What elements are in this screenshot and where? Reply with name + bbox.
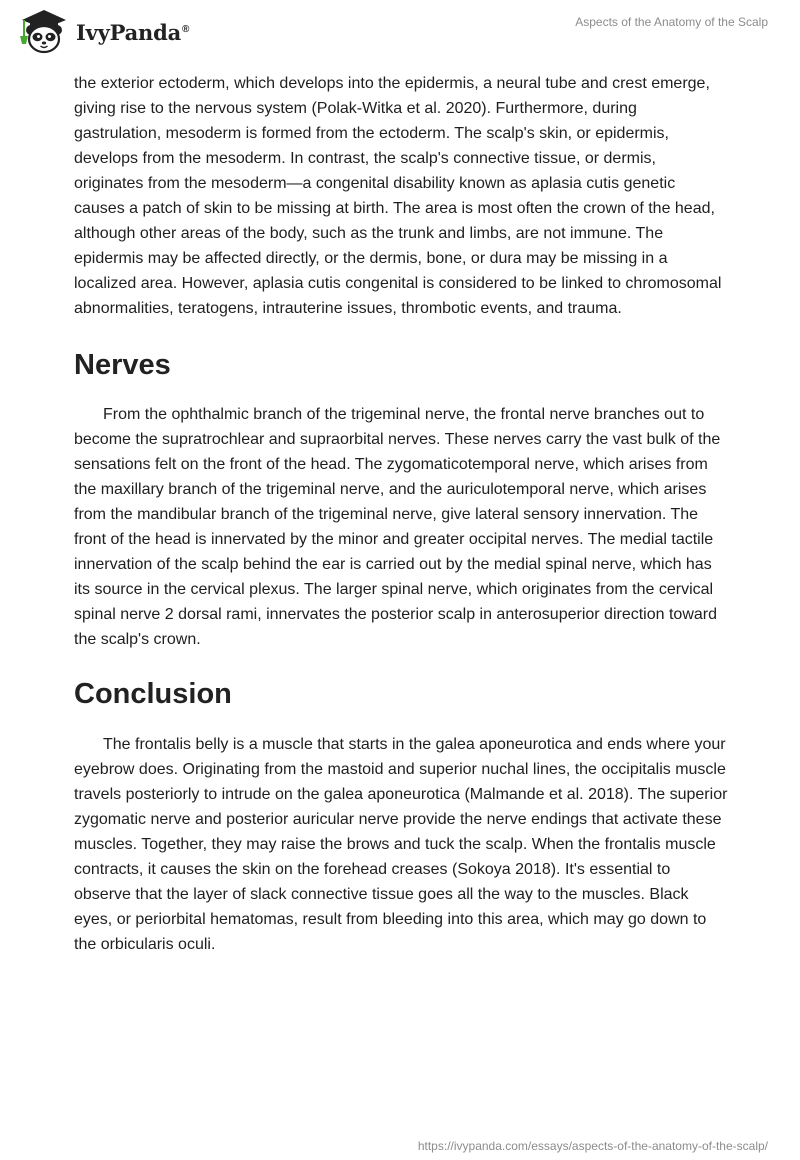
panda-graduate-icon (14, 6, 74, 56)
brand-logo[interactable] (14, 6, 189, 56)
nerves-paragraph: From the ophthalmic branch of the trigeminal nerve, the frontal nerve branches out to become the supratrochlear and supraorbital nerves. These nerves carry the vast bulk of the sensations felt on the front of the head. The zygomaticotemporal nerve, which arises from the maxillary branch of the trigeminal nerve, and the auriculotemporal nerve, which arises from the mandibular branch of the trigeminal nerve, give lateral sensory innervation. The front of the head is innervated by the minor and greater occipital nerves. The medial tactile innervation of the scalp behind the ear is carried out by the medial spinal nerve, which has its source in the cervical plexus. The larger spinal nerve, which originates from the cervical spinal nerve 2 dorsal rami, innervates the posterior scalp in anterosuperior direction toward the scalp's crown. (74, 406, 721, 648)
page-header (0, 0, 800, 60)
source-url[interactable]: https://ivypanda.com/essays/aspects-of-the-anatomy-of-the-scalp/ (417, 1139, 768, 1153)
section-heading-nerves: Nerves (74, 349, 171, 381)
running-title: Aspects of the Anatomy of the Scalp (575, 15, 768, 29)
section-heading-conclusion: Conclusion (74, 678, 232, 710)
conclusion-paragraph: The frontalis belly is a muscle that starts in the galea aponeurotica and ends where your eyebrow does. Originating from the mastoid and superior nuchal lines, the occipitalis muscle travels posteriorly to intrude on the galea aponeurotica (Malmande et al. 2018). The superior zygomatic nerve and posterior auricular nerve provide the nerve endings that activate these muscles. Together, they may raise the brows and tuck the scalp. When the frontalis muscle contracts, it causes the skin on the forehead creases (Sokoya 2018). It's essential to observe that the layer of slack connective tissue goes all the way to the muscles. Black eyes, or periorbital hematomas, result from bleeding into this area, which may go down to the orbicularis oculi. (74, 736, 728, 953)
brand-name: IvyPanda® (76, 19, 190, 45)
essay-content (74, 71, 728, 957)
registered-mark: ® (182, 23, 190, 35)
intro-paragraph: the exterior ectoderm, which develops into the epidermis, a neural tube and crest emerge, giving rise to the nervous system (Polak-Witka et al. 2020). Furthermore, during gastrulation, mesoderm is formed from the ectoderm. The scalp's skin, or epidermis, develops from the mesoderm. In contrast, the scalp's connective tissue, or dermis, originates from the mesoderm—a congenital disability known as aplasia cutis genetic causes a patch of skin to be missing at birth. The area is most often the crown of the head, although other areas of the body, such as the trunk and limbs, are not immune. The epidermis may be affected directly, or the dermis, bone, or dura may be missing in a localized area. However, aplasia cutis congenital is considered to be linked to chromosomal abnormalities, teratogens, intrauterine issues, thrombotic events, and trauma. (74, 75, 722, 317)
